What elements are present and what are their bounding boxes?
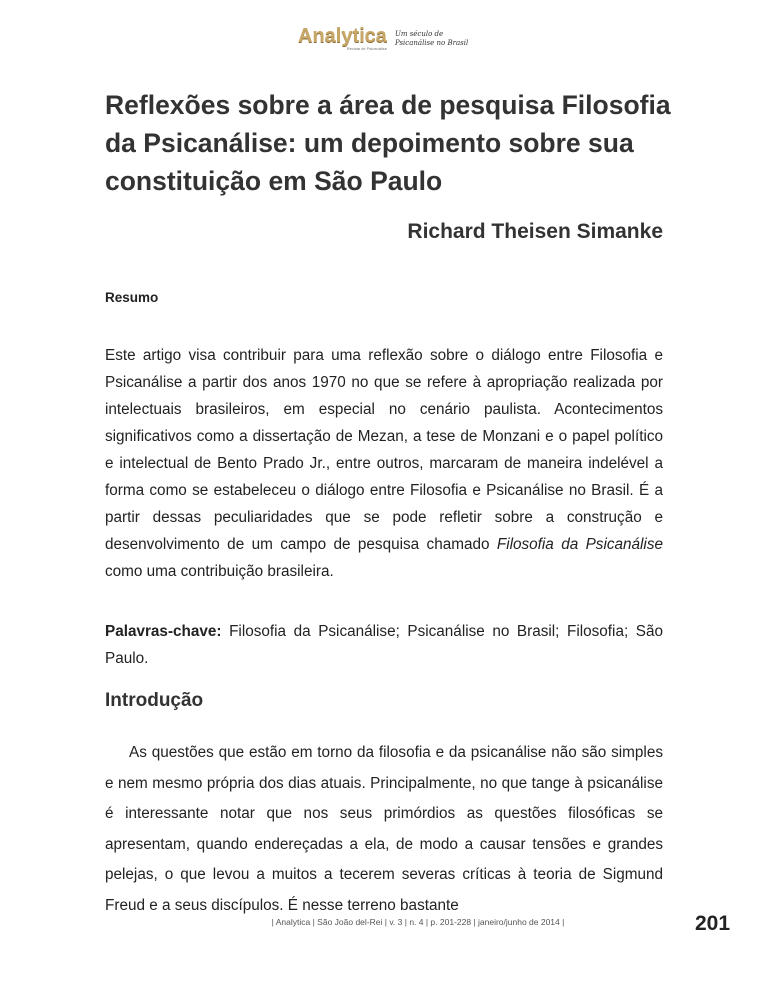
keywords — [105, 618, 663, 672]
abstract — [105, 342, 663, 585]
logo-subtitle: Revista de Psicanálise — [346, 46, 387, 51]
footer-citation: | Analytica | São João del-Rei | v. 3 | n. 4 | p. 201-228 | janeiro/junho de 2014 | — [271, 917, 565, 927]
body-paragraph: As questões que estão em torno da filosofia e da psicanálise não são simples e nem mesmo própria dos dias atuais. Principalmente, no que tange à psicanálise é interessante notar que nos seus primórdios as questões filosóficas se apresentam, quando endereçadas a ela, de modo a causar tensões e grandes pelejas, o que levou a muitos a tecerem severas críticas à teoria de Sigmund Freud e a seus discípulos. É nesse terreno bastante — [105, 744, 663, 914]
author-name: Richard Theisen Simanke — [407, 220, 663, 243]
keywords-text: Filosofia da Psicanálise; Psicanálise no Brasil; Filosofia; São Paulo. — [105, 623, 663, 667]
tagline-line-2: Psicanálise no Brasil — [394, 38, 469, 47]
logo-tagline — [395, 30, 468, 48]
section-heading: Introdução — [105, 690, 204, 711]
journal-logo — [298, 26, 468, 51]
keywords-label: Palavras-chave: — [105, 623, 222, 640]
abstract-label: Resumo — [105, 290, 159, 305]
abstract-italic: Filosofia da Psicanálise — [496, 536, 663, 553]
tagline-line-1: Um século de — [394, 29, 444, 38]
abstract-text: Este artigo visa contribuir para uma reflexão sobre o diálogo entre Filosofia e Psicanálise a partir dos anos 1970 no que se refere à apropriação realizada por intelectuais brasileiros, em especial no cenário paulista. Acontecimentos significativos como a dissertação de Mezan, a tese de Monzani e o papel político e intelectual de Bento Prado Jr., entre outros, marcaram de maneira indelével a forma como se estabeleceu o diálogo entre Filosofia e Psicanálise no Brasil. É a partir dessas peculiaridades que se pode refletir sobre a construção e desenvolvimento de um campo de pesquisa chamado — [105, 347, 663, 553]
article-title: Reflexões sobre a área de pesquisa Filosofia da Psicanálise: um depoimento sobre sua constituição em São Paulo — [105, 90, 671, 196]
page-number: 201 — [695, 912, 731, 935]
abstract-end: como uma contribuição brasileira. — [105, 563, 334, 580]
logo-text: Analytica — [298, 25, 387, 47]
